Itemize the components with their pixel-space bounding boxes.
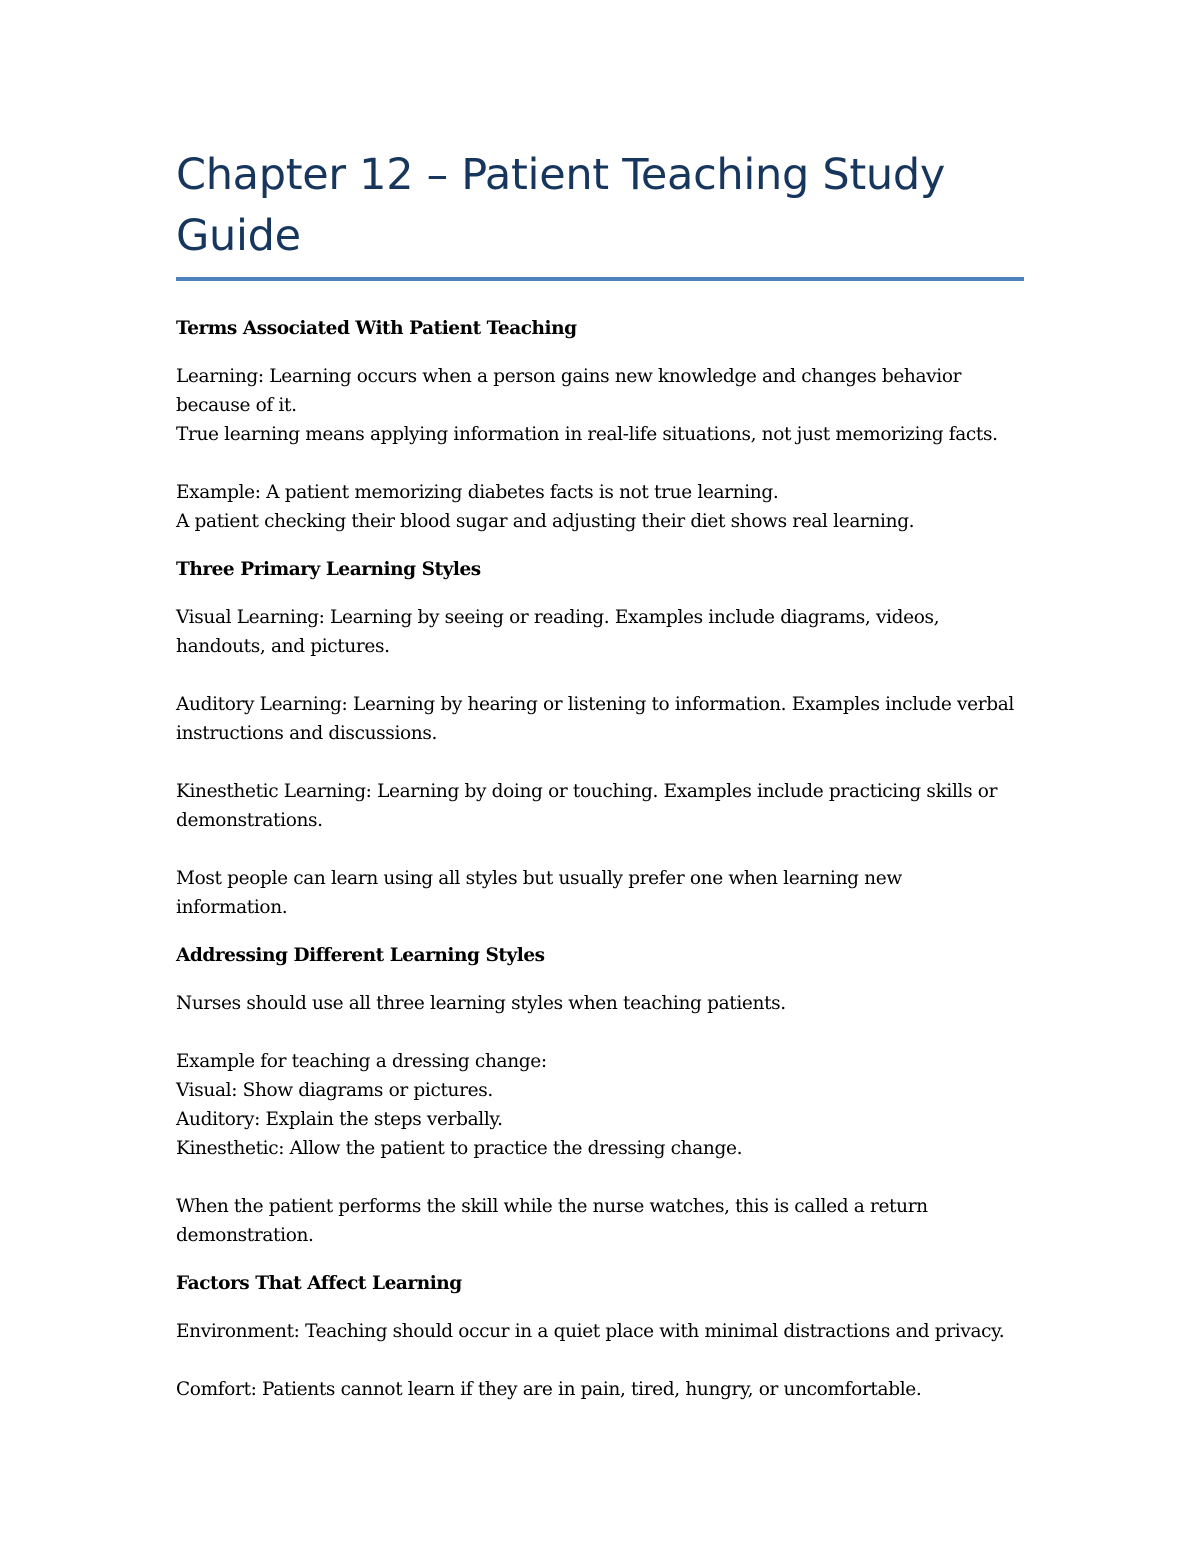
spacer: [176, 922, 1024, 941]
text-line: Nurses should use all three learning styles when teaching patients.: [176, 993, 786, 1014]
page-title: Chapter 12 – Patient Teaching Study Guide: [176, 145, 1024, 281]
section-heading: Factors That Affect Learning: [176, 1273, 462, 1294]
section-heading: Addressing Different Learning Styles: [176, 945, 545, 966]
text-line: handouts, and pictures.: [176, 636, 390, 657]
text-line: Kinesthetic: Allow the patient to practice the dressing change.: [176, 1138, 743, 1159]
text-line: instructions and discussions.: [176, 723, 438, 744]
paragraph: [176, 362, 1024, 449]
paragraph: [176, 1317, 1024, 1346]
section-terms: [176, 314, 1024, 555]
spacer: [176, 970, 1024, 989]
paragraph: [176, 989, 1024, 1018]
spacer: [176, 584, 1024, 603]
paragraph: [176, 1375, 1024, 1404]
spacer: [176, 1346, 1024, 1375]
paragraph: [176, 1192, 1024, 1250]
spacer: [176, 536, 1024, 555]
spacer: [176, 1018, 1024, 1047]
text-line: Auditory Learning: Learning by hearing or listening to information. Examples include verbal: [176, 694, 1014, 715]
spacer: [176, 1298, 1024, 1317]
spacer: [176, 281, 1024, 314]
text-line: Auditory: Explain the steps verbally.: [176, 1109, 503, 1130]
paragraph: [176, 478, 1024, 536]
text-line: Visual: Show diagrams or pictures.: [176, 1080, 493, 1101]
text-line: Learning: Learning occurs when a person gains new knowledge and changes behavior: [176, 366, 962, 387]
spacer: [176, 449, 1024, 478]
text-line: Environment: Teaching should occur in a quiet place with minimal distractions and privacy.: [176, 1321, 1005, 1342]
text-line: demonstration.: [176, 1225, 314, 1246]
spacer: [176, 1163, 1024, 1192]
text-line: Visual Learning: Learning by seeing or reading. Examples include diagrams, videos,: [176, 607, 940, 628]
section-heading: Three Primary Learning Styles: [176, 559, 481, 580]
text-line: Comfort: Patients cannot learn if they are in pain, tired, hungry, or uncomfortable.: [176, 1379, 922, 1400]
paragraph: [176, 777, 1024, 835]
section-addressing-styles: [176, 941, 1024, 1269]
spacer: [176, 661, 1024, 690]
text-line: Kinesthetic Learning: Learning by doing or touching. Examples include practicing skills or: [176, 781, 998, 802]
spacer: [176, 1250, 1024, 1269]
document-content: [176, 145, 1024, 1404]
section-learning-styles: [176, 555, 1024, 941]
text-line: Example for teaching a dressing change:: [176, 1051, 547, 1072]
spacer: [176, 748, 1024, 777]
text-line: because of it.: [176, 395, 297, 416]
spacer: [176, 343, 1024, 362]
section-heading: Terms Associated With Patient Teaching: [176, 318, 577, 339]
paragraph: [176, 864, 1024, 922]
text-line: When the patient performs the skill while the nurse watches, this is called a return: [176, 1196, 928, 1217]
text-line: information.: [176, 897, 288, 918]
text-line: Most people can learn using all styles but usually prefer one when learning new: [176, 868, 902, 889]
text-line: demonstrations.: [176, 810, 323, 831]
paragraph: [176, 1047, 1024, 1163]
paragraph: [176, 690, 1024, 748]
text-line: A patient checking their blood sugar and adjusting their diet shows real learning.: [176, 511, 915, 532]
text-line: Example: A patient memorizing diabetes facts is not true learning.: [176, 482, 779, 503]
paragraph: [176, 603, 1024, 661]
spacer: [176, 835, 1024, 864]
text-line: True learning means applying information in real-life situations, not just memorizing facts.: [176, 424, 998, 445]
section-factors: [176, 1269, 1024, 1404]
